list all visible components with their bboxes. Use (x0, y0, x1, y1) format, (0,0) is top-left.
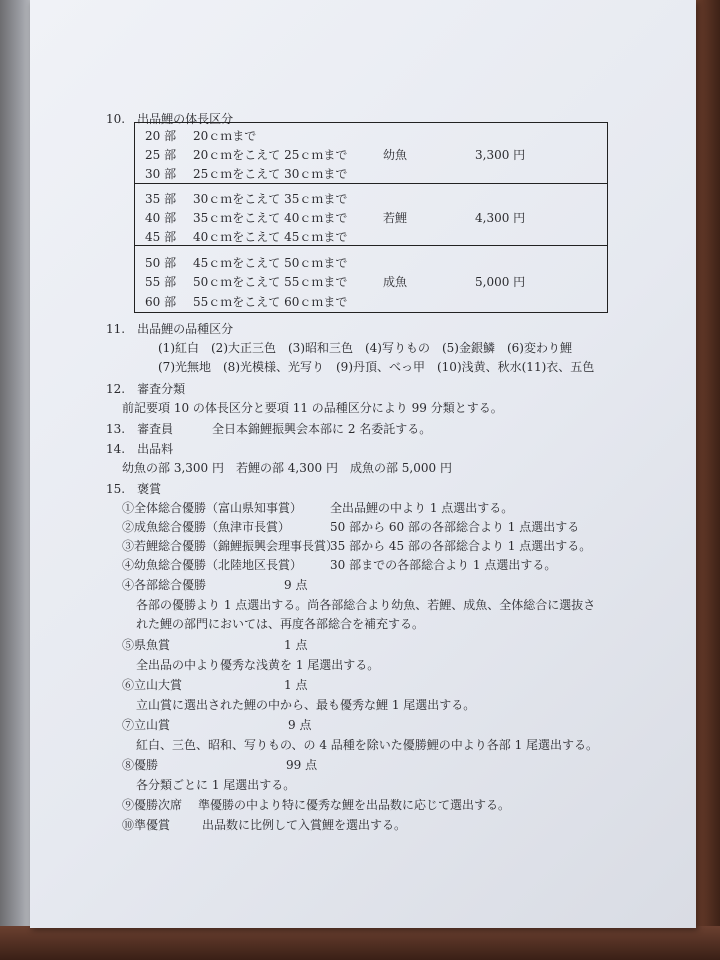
section-13-text: 全日本錦鯉振興会本部に 2 名委託する。 (212, 422, 432, 436)
award-description: 35 部から 45 部の各部総合より 1 点選出する。 (330, 539, 592, 553)
size-range: 55ｃｍをこえて 60ｃｍまで (193, 295, 348, 309)
section-14-heading: 14. 出品料 (106, 442, 174, 456)
award-description: 全出品の中より優秀な浅黄を 1 尾選出する。 (136, 658, 380, 672)
size-group-young (134, 183, 608, 246)
size-group-adult (134, 245, 608, 313)
award-count: 1 点 (284, 638, 308, 652)
size-row (135, 192, 607, 212)
section-12-heading: 12. 審査分類 (106, 382, 186, 396)
fee-label: 4,300 円 (475, 211, 526, 225)
size-row (135, 211, 607, 231)
award-name: ②成魚総合優勝（魚津市長賞） (122, 520, 291, 534)
fee-label: 3,300 円 (475, 148, 526, 162)
category-label: 若鯉 (383, 211, 408, 225)
award-count: 99 点 (286, 758, 318, 772)
size-range: 50ｃｍをこえて 55ｃｍまで (193, 275, 348, 289)
background-bottom (0, 926, 720, 960)
category-label: 幼魚 (383, 148, 408, 162)
size-range: 20ｃｍまで (193, 129, 257, 143)
background-left (0, 0, 30, 960)
award-name: ⑩準優賞 (122, 818, 171, 832)
size-range: 35ｃｍをこえて 40ｃｍまで (193, 211, 348, 225)
size-range: 30ｃｍをこえて 35ｃｍまで (193, 192, 348, 206)
category-label: 成魚 (383, 275, 408, 289)
size-group-juvenile (134, 122, 608, 184)
award-name: ⑨優勝次席 (122, 798, 183, 812)
section-11-heading: 11. 出品鯉の品種区分 (106, 322, 234, 336)
award-description: 各部の優勝より 1 点選出する。尚各部総合より幼魚、若鯉、成魚、全体総合に選抜さ (136, 598, 596, 612)
size-row (135, 148, 607, 168)
division-label: 60 部 (145, 295, 177, 309)
award-description: 準優勝の中より特に優秀な鯉を出品数に応じて選出する。 (198, 798, 511, 812)
award-name: ③若鯉総合優勝（錦鯉振興会理事長賞） (122, 539, 339, 553)
size-row (135, 295, 607, 315)
division-label: 50 部 (145, 256, 177, 270)
section-12-text: 前記要項 10 の体長区分と要項 11 の品種区分により 99 分類とする。 (122, 401, 503, 415)
division-label: 45 部 (145, 230, 177, 244)
award-name: ④各部総合優勝 (122, 578, 207, 592)
section-15-heading: 15. 褒賞 (106, 482, 162, 496)
award-count: 9 点 (284, 578, 308, 592)
award-count: 9 点 (288, 718, 312, 732)
division-label: 30 部 (145, 167, 177, 181)
award-description: 50 部から 60 部の各部総合より 1 点選出する (330, 520, 580, 534)
award-description: 各分類ごとに 1 尾選出する。 (136, 778, 296, 792)
size-row (135, 129, 607, 149)
award-description: 立山賞に選出された鯉の中から、最も優秀な鯉 1 尾選出する。 (136, 698, 476, 712)
award-name: ④幼魚総合優勝（北陸地区長賞） (122, 558, 303, 572)
variety-list-line-1: (1)紅白 (2)大正三色 (3)昭和三色 (4)写りもの (5)金銀鱗 (6)変わり鯉 (158, 341, 572, 355)
size-range: 45ｃｍをこえて 50ｃｍまで (193, 256, 348, 270)
section-14-text: 幼魚の部 3,300 円 若鯉の部 4,300 円 成魚の部 5,000 円 (122, 461, 452, 475)
division-label: 40 部 (145, 211, 177, 225)
award-description: 30 部までの各部総合より 1 点選出する。 (330, 558, 557, 572)
award-description: 全出品鯉の中より 1 点選出する。 (330, 501, 514, 515)
award-count: 1 点 (284, 678, 308, 692)
award-description: 出品数に比例して入賞鯉を選出する。 (202, 818, 407, 832)
award-name: ⑥立山大賞 (122, 678, 183, 692)
award-name: ⑧優勝 (122, 758, 159, 772)
award-description: れた鯉の部門においては、再度各部総合を補充する。 (136, 617, 425, 631)
section-10-heading: 10. 出品鯉の体長区分 (106, 112, 234, 126)
award-name: ⑦立山賞 (122, 718, 171, 732)
division-label: 25 部 (145, 148, 177, 162)
variety-list-line-2: (7)光無地 (8)光模様、光写り (9)丹頂、べっ甲 (10)浅黄、秋水(11)衣、五色 (158, 360, 595, 374)
division-label: 20 部 (145, 129, 177, 143)
division-label: 55 部 (145, 275, 177, 289)
size-range: 25ｃｍをこえて 30ｃｍまで (193, 167, 348, 181)
award-name: ①全体総合優勝（富山県知事賞） (122, 501, 303, 515)
size-range: 40ｃｍをこえて 45ｃｍまで (193, 230, 348, 244)
document-page (30, 0, 696, 928)
award-name: ⑤県魚賞 (122, 638, 171, 652)
size-range: 20ｃｍをこえて 25ｃｍまで (193, 148, 348, 162)
award-description: 紅白、三色、昭和、写りもの、の 4 品種を除いた優勝鯉の中より各部 1 尾選出する。 (136, 738, 599, 752)
division-label: 35 部 (145, 192, 177, 206)
size-row (135, 256, 607, 276)
fee-label: 5,000 円 (475, 275, 526, 289)
size-row (135, 275, 607, 295)
section-13-heading: 13. 審査員 (106, 422, 174, 436)
